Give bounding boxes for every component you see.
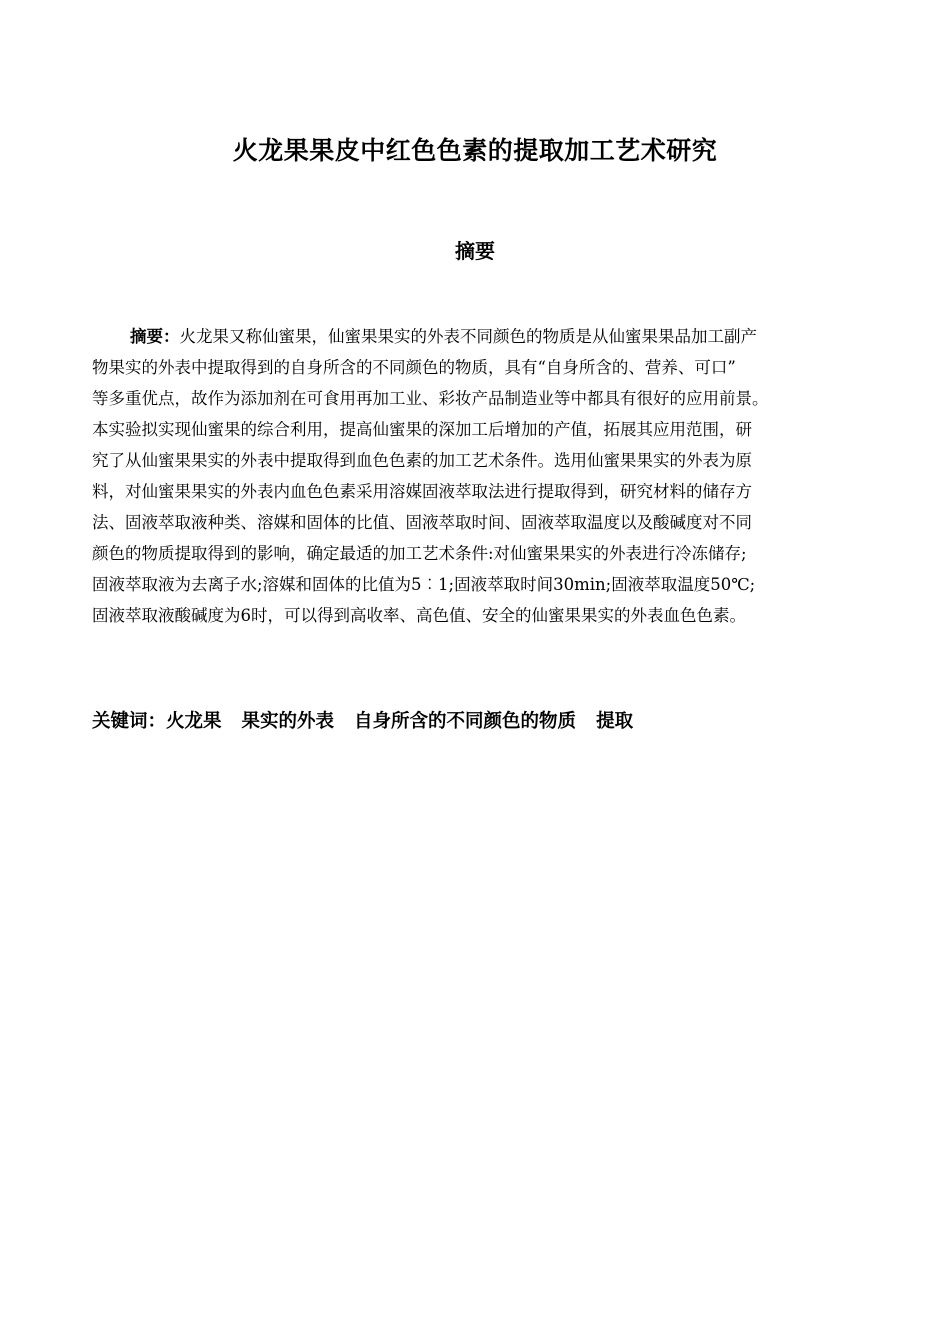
abstract-line: 颜色的物质提取得到的影响，确定最适的加工艺术条件:对仙蜜果果实的外表进行冷冻储存;: [92, 544, 747, 563]
document-title: 火龙果果皮中红色色素的提取加工艺术研究: [232, 136, 718, 165]
abstract-body: [92, 321, 867, 631]
abstract-line-text: 火龙果又称仙蜜果，仙蜜果果实的外表不同颜色的物质是从仙蜜果果品加工副产: [179, 327, 757, 346]
keyword-item: 火龙果: [166, 711, 222, 732]
abstract-line: 料，对仙蜜果果实的外表内血色色素采用溶媒固液萃取法进行提取得到，研究材料的储存方: [92, 482, 752, 501]
abstract-line: 法、固液萃取液种类、溶媒和固体的比值、固液萃取时间、固液萃取温度以及酸碱度对不同: [92, 513, 752, 532]
keywords-line: [92, 705, 867, 739]
abstract-line: 固液萃取液酸碱度为6时，可以得到高收率、高色值、安全的仙蜜果果实的外表血色色素。: [92, 606, 746, 625]
abstract-label: 摘要：: [130, 327, 180, 346]
abstract-line: 本实验拟实现仙蜜果的综合利用，提高仙蜜果的深加工后增加的产值，拓展其应用范围，研: [92, 420, 752, 439]
abstract-heading: 摘要: [455, 239, 495, 263]
keywords-label: 关键词：: [92, 711, 167, 732]
abstract-line: [92, 321, 867, 352]
keyword-item: 提取: [596, 711, 634, 732]
abstract-line: 等多重优点，故作为添加剂在可食用再加工业、彩妆产品制造业等中都具有很好的应用前景。: [92, 389, 769, 408]
abstract-line: 物果实的外表中提取得到的自身所含的不同颜色的物质，具有“自身所含的、营养、可口”: [92, 358, 736, 377]
abstract-line: 究了从仙蜜果果实的外表中提取得到血色色素的加工艺术条件。选用仙蜜果果实的外表为原: [92, 451, 752, 470]
abstract-line: 固液萃取液为去离子水;溶媒和固体的比值为5︰1;固液萃取时间30min;固液萃取温度50℃;: [92, 575, 756, 594]
keyword-item: 自身所含的不同颜色的物质: [354, 711, 577, 732]
keyword-item: 果实的外表: [241, 711, 335, 732]
